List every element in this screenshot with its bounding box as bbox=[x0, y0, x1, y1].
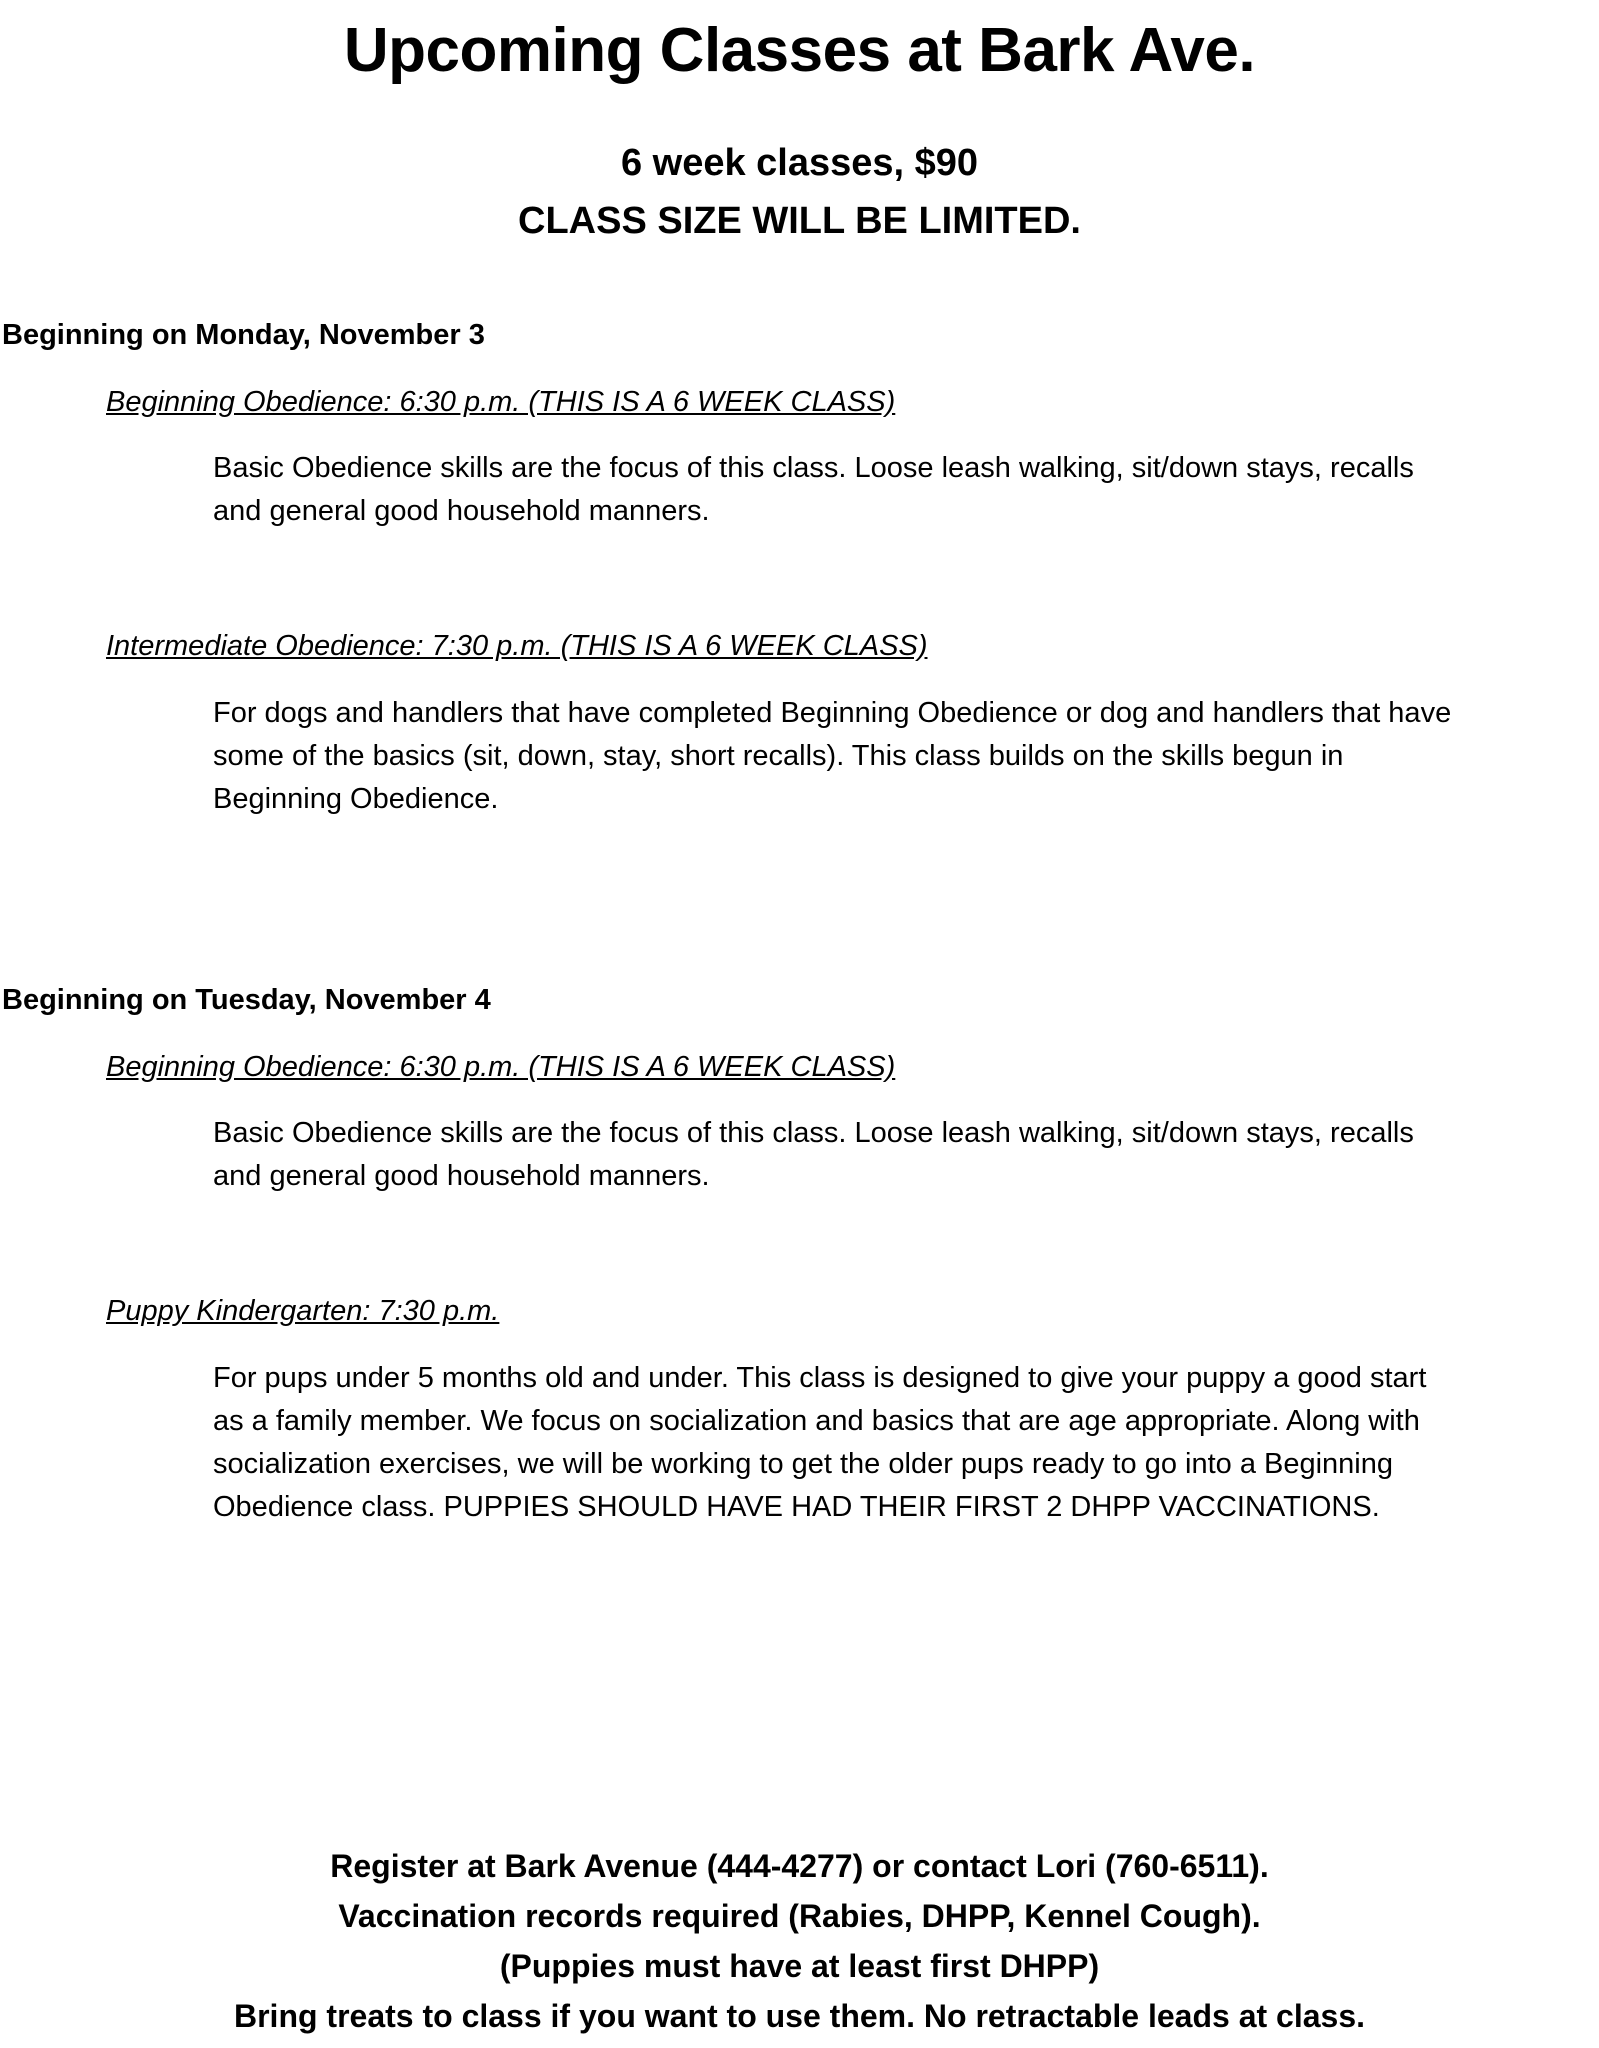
description-line: For dogs and handlers that have completed Beginning Obedience or dog and handlers that have bbox=[213, 697, 1452, 729]
description-line: some of the basics (sit, down, stay, short recalls). This class builds on the skills begun in bbox=[213, 740, 1344, 772]
monday-beginning-obedience-title: Beginning Obedience: 6:30 p.m. (THIS IS A 6 WEEK CLASS) bbox=[106, 386, 896, 418]
description-line: Basic Obedience skills are the focus of this class. Loose leash walking, sit/down stays, recalls bbox=[213, 452, 1414, 484]
puppies-dhpp-line: (Puppies must have at least first DHPP) bbox=[499, 1948, 1100, 1984]
puppy-kindergarten-title: Puppy Kindergarten: 7:30 p.m. bbox=[106, 1295, 500, 1327]
class-size-notice: CLASS SIZE WILL BE LIMITED. bbox=[518, 200, 1081, 242]
description-line: and general good household manners. bbox=[213, 1160, 710, 1192]
price-subtitle: 6 week classes, $90 bbox=[620, 142, 979, 184]
description-line: and general good household manners. bbox=[213, 495, 710, 527]
monday-heading: Beginning on Monday, November 3 bbox=[2, 319, 485, 351]
treats-leads-line: Bring treats to class if you want to use them. No retractable leads at class. bbox=[233, 1998, 1365, 2034]
tuesday-beginning-obedience-description bbox=[213, 1112, 1598, 1198]
description-line: as a family member. We focus on socialization and basics that are age appropriate. Along with bbox=[213, 1405, 1420, 1437]
description-line: For pups under 5 months old and under. This class is designed to give your puppy a good start bbox=[213, 1362, 1427, 1394]
description-line: Basic Obedience skills are the focus of this class. Loose leash walking, sit/down stays, recalls bbox=[213, 1117, 1414, 1149]
tuesday-beginning-obedience-title: Beginning Obedience: 6:30 p.m. (THIS IS A 6 WEEK CLASS) bbox=[106, 1051, 896, 1083]
description-line: socialization exercises, we will be working to get the older pups ready to go into a Beginning bbox=[213, 1448, 1394, 1480]
tuesday-heading: Beginning on Tuesday, November 4 bbox=[2, 984, 491, 1016]
monday-intermediate-obedience-description bbox=[213, 692, 1598, 821]
page-title: Upcoming Classes at Bark Ave. bbox=[343, 16, 1256, 85]
description-line: Obedience class. PUPPIES SHOULD HAVE HAD THEIR FIRST 2 DHPP VACCINATIONS. bbox=[213, 1491, 1380, 1523]
register-contact-line: Register at Bark Avenue (444-4277) or contact Lori (760-6511). bbox=[330, 1848, 1269, 1884]
description-line: Beginning Obedience. bbox=[213, 783, 499, 815]
puppy-kindergarten-description bbox=[213, 1357, 1598, 1529]
monday-beginning-obedience-description bbox=[213, 447, 1598, 533]
monday-intermediate-obedience-title: Intermediate Obedience: 7:30 p.m. (THIS IS A 6 WEEK CLASS) bbox=[106, 630, 928, 662]
vaccination-records-line: Vaccination records required (Rabies, DHPP, Kennel Cough). bbox=[338, 1898, 1261, 1934]
